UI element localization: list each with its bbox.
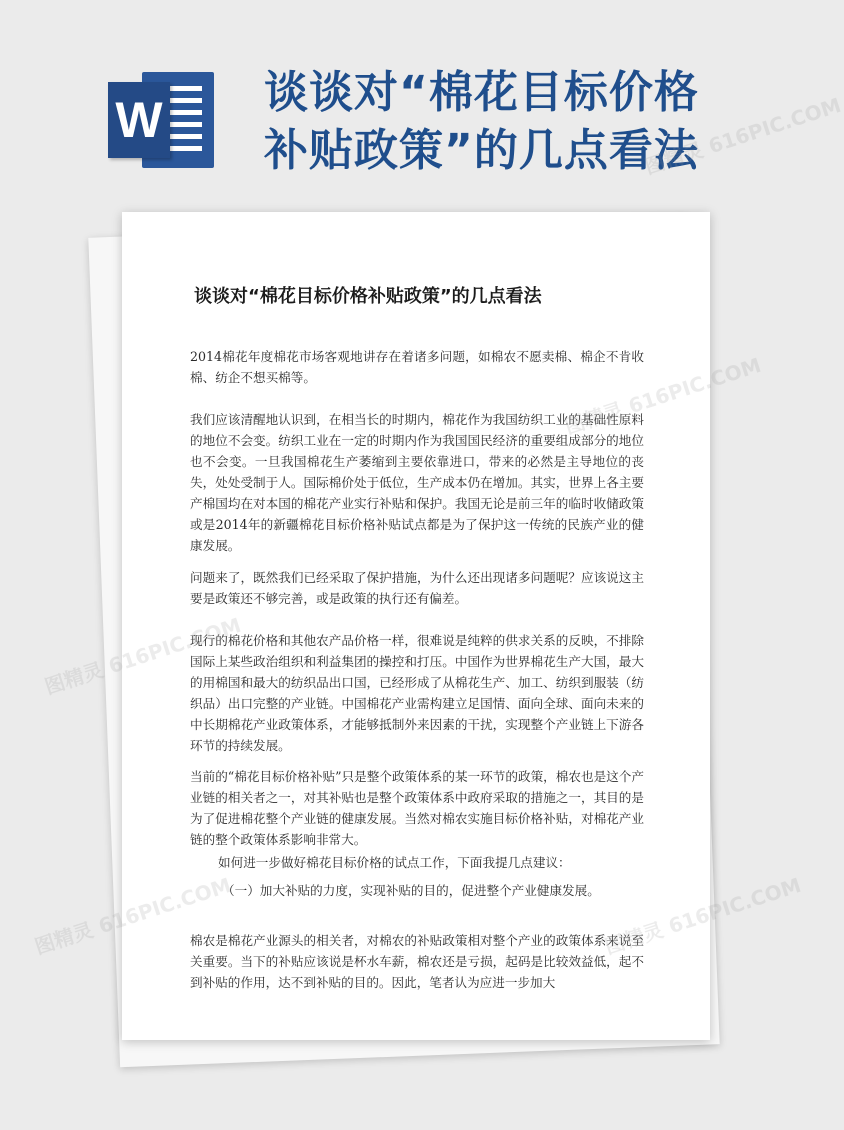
watermark: 图精灵 616PIC.COM [641,92,844,179]
paragraph-8: 棉农是棉花产业源头的相关者，对棉农的补贴政策相对整个产业的政策体系来说至关重要。当下的补贴应该说是杯水车薪，棉农还是亏损，起码是比较效益低，起不到补贴的作用，达不到补贴的目的。因此，笔者认为应进一步加大 [190,933,644,990]
banner-header [0,0,800,220]
banner-title-line-2: 补贴政策”的几点看法 [264,125,699,176]
banner-title [264,64,764,180]
word-document-icon [108,72,214,168]
watermark: 616PIC.COM [665,872,804,939]
paragraph-6: 如何进一步做好棉花目标价格的试点工作，下面我提几点建议： [218,855,571,870]
banner-title-line-1: 谈谈对“棉花目标价格 [264,67,699,118]
watermark: 图精灵 [31,917,97,959]
watermark: 图精灵 [41,657,107,699]
document-title: 谈谈对“棉花目标价格补贴政策”的几点看法 [194,286,542,307]
paragraph-7: （一）加大补贴的力度，实现补贴的目的，促进整个产业健康发展。 [222,883,600,898]
paragraph-5: 当前的“棉花目标价格补贴”只是整个政策体系的某一环节的政策，棉农也是这个产业链的相关者之一，对其补贴也是整个政策体系中政府采取的措施之一，其目的是为了促进棉花整个产业链的健康发展。当然对棉农实施目标价格补贴，对棉花产业链的整个政策体系影响非常大。 [190,769,644,847]
word-letter-badge: W [108,82,170,158]
paragraph-2: 我们应该清醒地认识到，在相当长的时期内，棉花作为我国纺织工业的基础性原料的地位不会变。纺织工业在一定的时期内作为我国国民经济的重要组成部分的地位也不会变。一旦我国棉花生产萎缩到主要依靠进口，带来的必然是主导地位的丧失，处处受制于人。国际棉价处于低位，生产成本仍在增加。其实，世界上各主要产棉国均在对本国的棉花产业实行补贴和保护。我国无论是前三年的临时收储政策或是2014年的新疆棉花目标价格补贴试点都是为了保护这一传统的民族产业的健康发展。 [190,412,644,553]
paragraph-3: 问题来了，既然我们已经采取了保护措施，为什么还出现诸多问题呢？应该说这主要是政策还不够完善，或是政策的执行还有偏差。 [190,570,644,606]
document-page [122,212,710,1040]
paragraph-4: 现行的棉花价格和其他农产品价格一样，很难说是纯粹的供求关系的反映，不排除国际上某些政治组织和利益集团的操控和打压。中国作为世界棉花生产大国，最大的用棉国和最大的纺织品出口国，已经形成了从棉花生产、加工、纺织到服装（纺织品）出口完整的产业链。中国棉花产业需构建立足国情、面向全球、面向未来的中长期棉花产业政策体系，才能够抵制外来因素的干扰，实现整个产业链上下游各环节的持续发展。 [190,633,644,753]
paragraph-1: 2014棉花年度棉花市场客观地讲存在着诸多问题，如棉农不愿卖棉、棉企不肯收棉、纺企不想买棉等。 [190,349,644,385]
